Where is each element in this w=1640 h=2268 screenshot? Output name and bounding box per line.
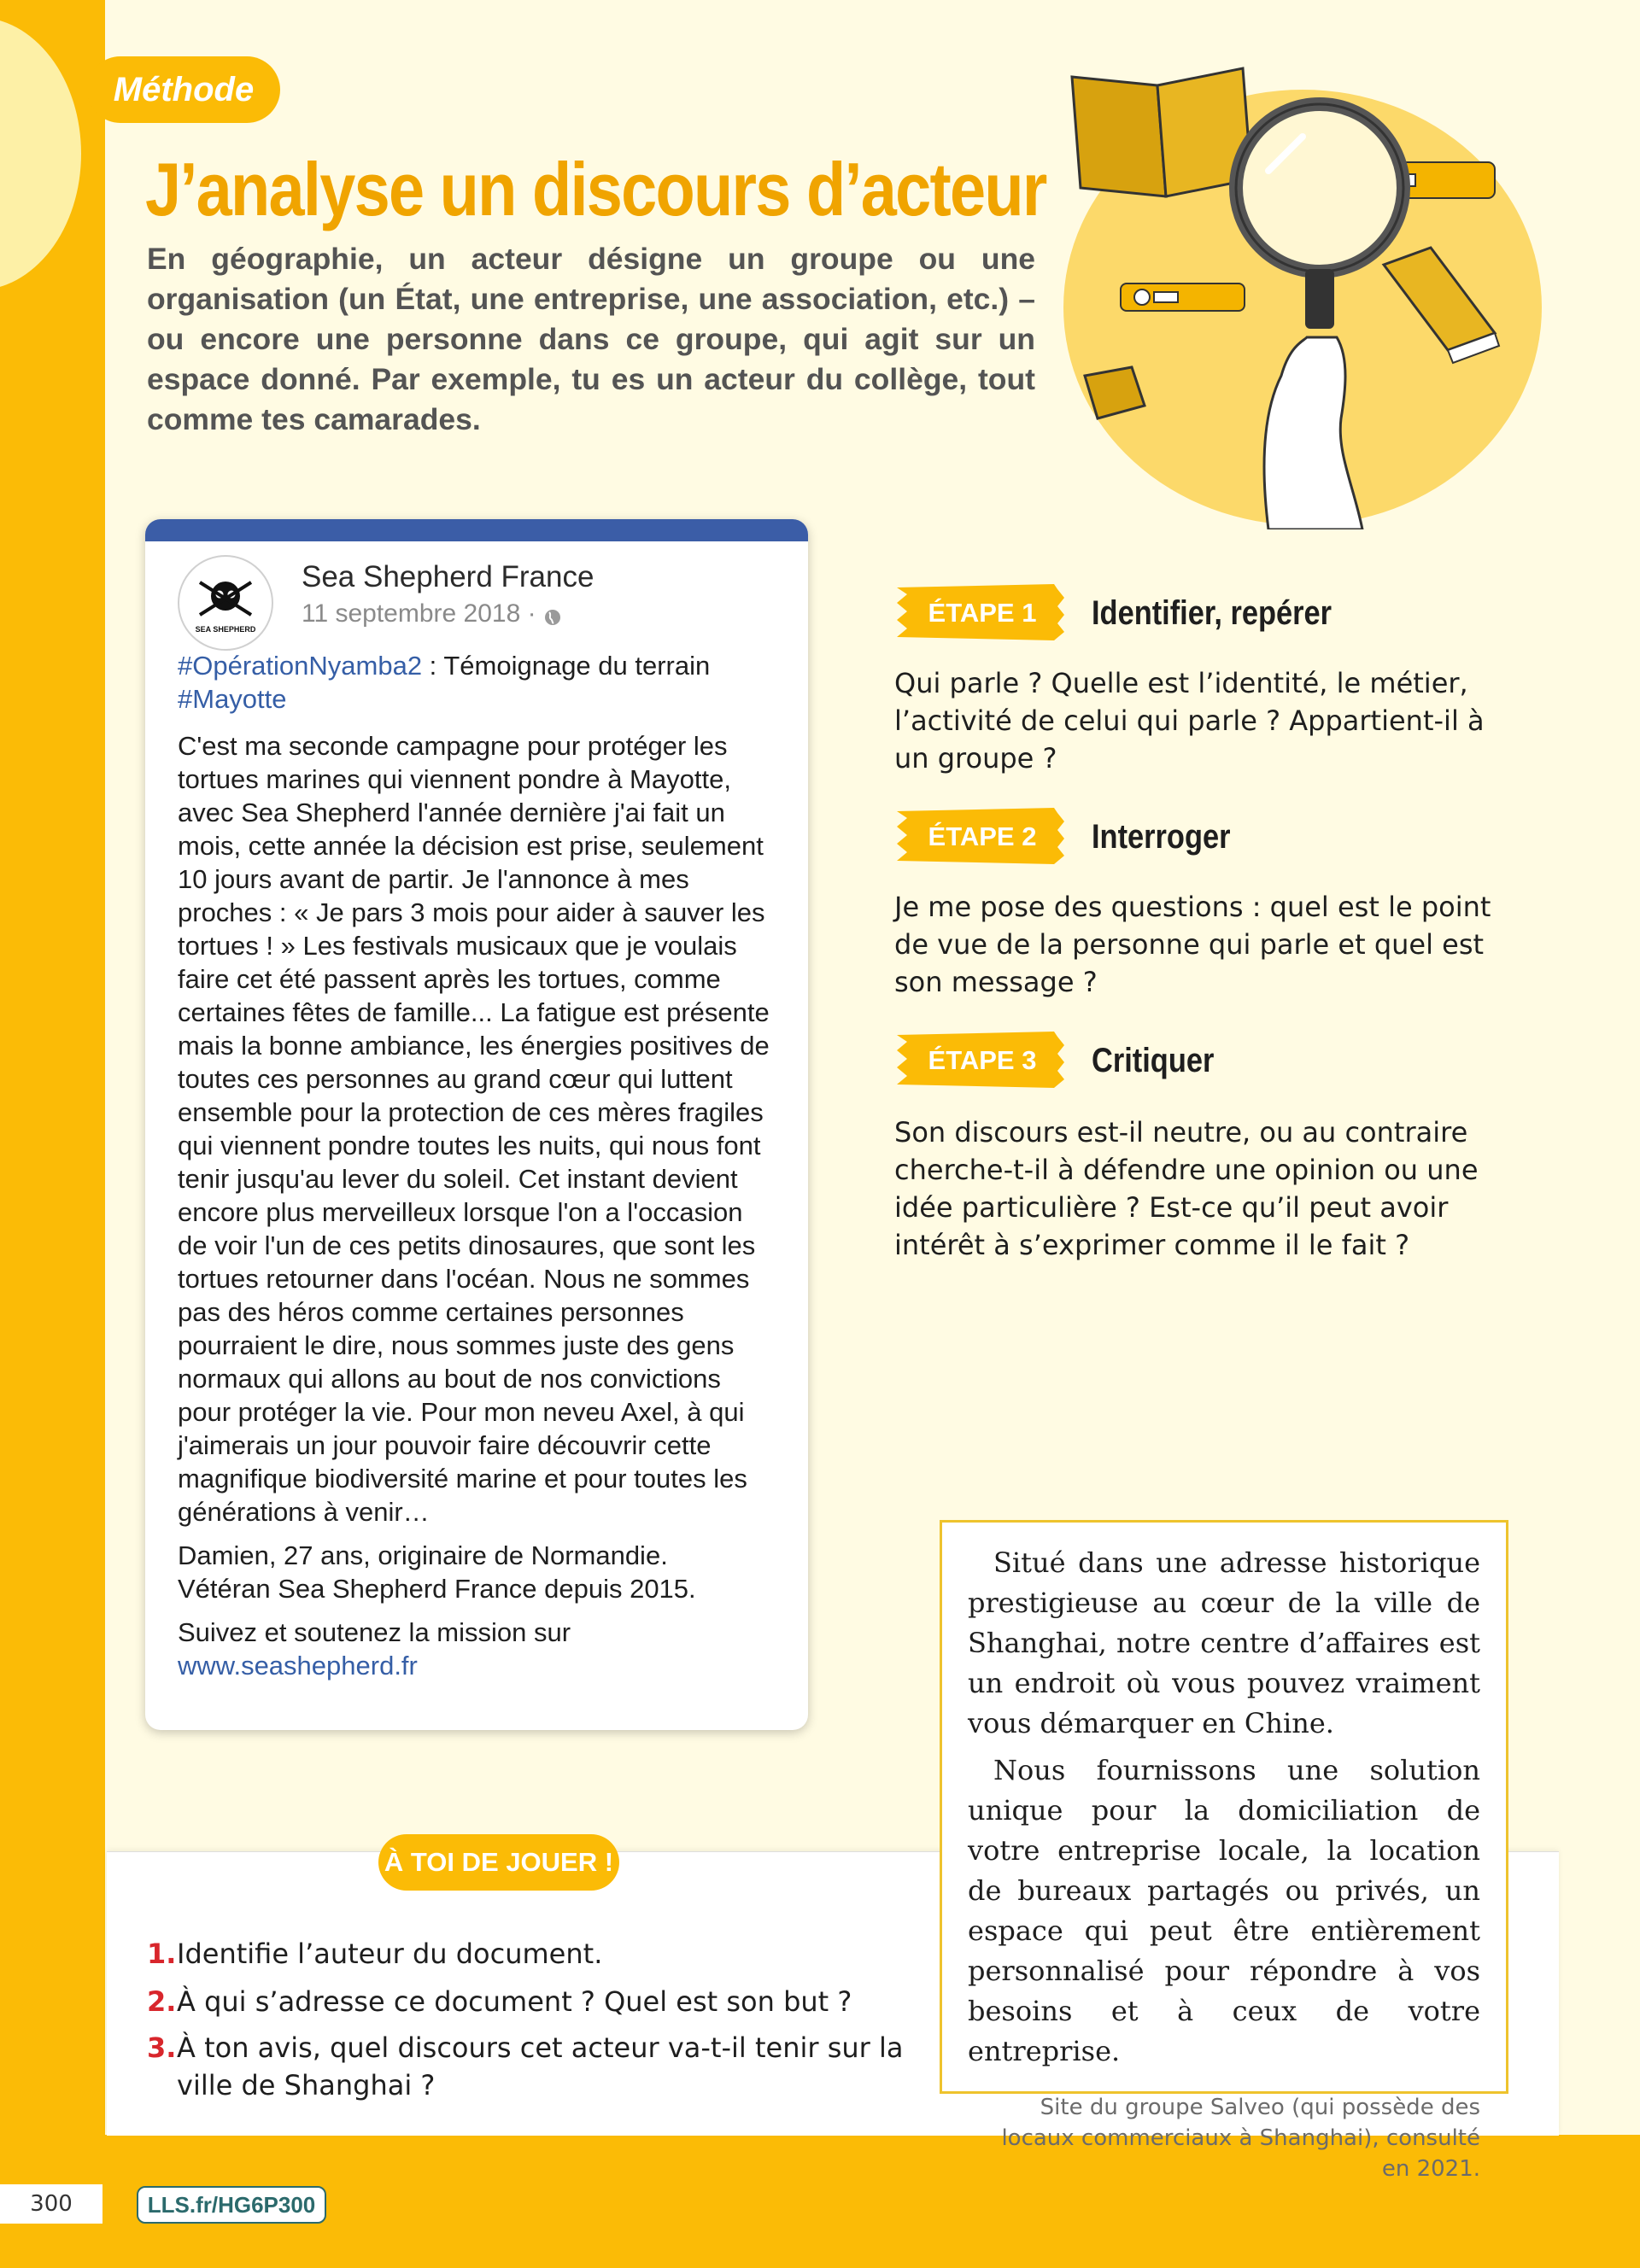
left-yellow-band [0,0,105,2268]
salveo-paragraph-2: Nous fournissons une solution unique pour la domiciliation de votre entreprise locale, la location de bureaux partagés ou privés, un espace qui peut être entièrement personnalisé pour répondre à vos besoins et à ceux de votre entreprise. [968,1754,1480,2067]
magnifier-books-illustration [1046,51,1542,529]
post-testimony: C'est ma seconde campagne pour protéger les tortues marines qui viennent pondre à Mayotte, avec Sea Shepherd l'année dernière j'ai fait un mois, cette année la décision est prise, seulement 10 jours avant de partir. Je l'annonce à mes proches : « Je pars 3 mois pour aider à sauver les tortues ! » Les festivals musicaux que je voulais faire cet été passent après les tortues, comme certaines fêtes de famille... La fatigue est présente mais la bonne ambiance, les énergies positives de toutes ces personnes au grand cœur qui luttent ensemble pour la protection de ces mères fragiles qui viennent pondre toutes les nuits, qui nous font tenir jusqu'au lever du soleil. Cet instant devient encore plus merveilleux lorsque l'on a l'occasion de voir l'un de ces petits dinosaures, que sont les tortues retourner dans l'océan. Nous ne sommes pas des héros comme certaines personnes pourraient le dire, nous sommes juste des gens normaux qui allons au bout de nos convictions pour protéger la vie. Pour mon neveu Axel, à qui j'aimerais un jour pouvoir faire découvrir cette magnifique biodiversité marine et pour toutes les générations à venir… [178,731,770,1527]
salveo-document [940,1520,1508,2182]
post-headline: #OpérationNyamba2 : Témoignage du terrain #Mayotte [178,651,711,714]
salveo-paragraph-1: Situé dans une adresse historique prestigieuse au cœur de la ville de Shanghai, notre centre d’affaires est un endroit où vous pouvez vraiment vous démarquer en Chine. [968,1546,1480,1739]
etape-2-badge: ÉTAPE 2 [897,808,1068,866]
question-2: 2. À qui s’adresse ce document ? Quel est son but ? [147,1985,852,2018]
etape-2-title: Interroger [1092,818,1231,856]
globe-icon [543,608,562,627]
etape-3-badge: ÉTAPE 3 [897,1032,1068,1090]
page-title: J’analyse un discours d’acteur [145,147,1046,231]
post-follow: Suivez et soutenez la mission sur www.seashepherd.fr [178,1617,571,1681]
question-1: 1. Identifie l’auteur du document. [147,1938,603,1970]
hashtag-link[interactable]: #OpérationNyamba2 [178,651,423,681]
post-top-bar [145,519,808,541]
question-3: 3. À ton avis, quel discours cet acteur va-t-il tenir sur la ville de Shanghai ? [147,2031,904,2101]
lls-link[interactable]: LLS.fr/HG6P300 [137,2186,326,2224]
salveo-source: Site du groupe Salveo (qui possède des locaux commerciaux à Shanghai), consulté en 2021. [1001,2095,1480,2182]
etape-3-text: Son discours est-il neutre, ou au contraire cherche-t-il à défendre une opinion ou une idée particulière ? Est-ce qu’il peut avoir intérêt à s’exprimer comme il le fait ? [894,1116,1479,1261]
intro-text: En géographie, un acteur désigne un groupe ou une organisation (un État, une entreprise, une association, etc.) – ou encore une personne dans ce groupe, qui agit sur un espace donné. Par exemple, tu es un acteur du collège, tout comme tes camarades. [147,242,1035,436]
magnifier-handle [1305,269,1334,329]
post-link[interactable]: www.seashepherd.fr [178,1651,418,1681]
activity-badge: À TOI DE JOUER ! [378,1834,619,1891]
post-date-text: 11 septembre 2018 · [302,599,536,628]
methode-badge: Méthode [87,56,280,123]
post-date [302,599,562,628]
etape-3-title: Critiquer [1092,1042,1215,1079]
facebook-post [145,519,808,1730]
etape-1-title: Identifier, repérer [1092,594,1332,632]
hashtag-link[interactable]: #Mayotte [178,684,287,714]
etape-1-badge: ÉTAPE 1 [897,584,1068,642]
post-body [178,649,776,1682]
sea-shepherd-logo [178,555,273,651]
book-icon [1072,77,1166,196]
page-number: 300 [0,2184,102,2224]
post-author[interactable]: Sea Shepherd France [302,560,594,593]
svg-text:SEA SHEPHERD: SEA SHEPHERD [195,625,256,634]
etape-2-text: Je me pose des questions : quel est le point de vue de la personne qui parle et quel est son message ? [894,891,1491,998]
post-signature: Damien, 27 ans, originaire de Normandie. Vétéran Sea Shepherd France depuis 2015. [178,1540,696,1604]
etape-1-text: Qui parle ? Quelle est l’identité, le métier, l’activité de celui qui parle ? Appartient-il à un groupe ? [894,667,1485,775]
